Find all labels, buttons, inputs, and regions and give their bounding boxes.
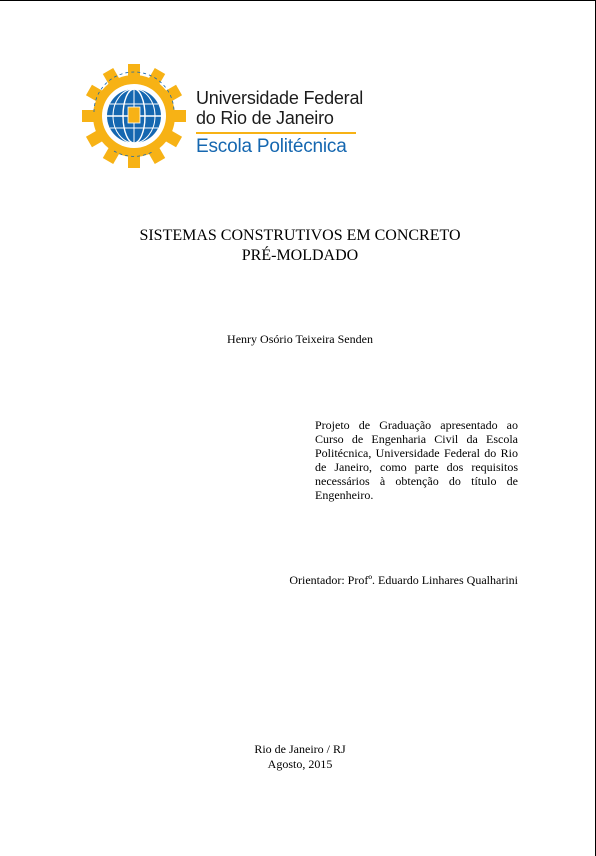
document-title xyxy=(0,226,596,266)
school-name: Escola Politécnica xyxy=(196,136,347,157)
logo-divider xyxy=(196,132,356,134)
footer-place: Rio de Janeiro / RJ xyxy=(254,742,346,756)
footer-date: Agosto, 2015 xyxy=(267,757,333,771)
university-name-line2: do Rio de Janeiro xyxy=(196,108,334,128)
ufrj-gear-logo-icon xyxy=(82,64,186,168)
footer-block xyxy=(0,742,596,772)
author-name: Henry Osório Teixeira Senden xyxy=(227,332,373,346)
advisor-line: Orientador: Profº. Eduardo Linhares Qualharini xyxy=(289,573,518,587)
page-border-top xyxy=(0,0,596,1)
abstract-paragraph: Projeto de Graduação apresentado ao Curso de Engenharia Civil da Escola Politécnica, Universidade Federal do Rio de Janeiro, como parte dos requisitos necessários à obtenção do título de Engenheiro. xyxy=(315,418,518,502)
title-line1: SISTEMAS CONSTRUTIVOS EM CONCRETO xyxy=(139,227,461,244)
university-name-block xyxy=(196,88,366,158)
title-line2: PRÉ-MOLDADO xyxy=(241,247,359,264)
university-name-line1: Universidade Federal xyxy=(196,88,364,108)
